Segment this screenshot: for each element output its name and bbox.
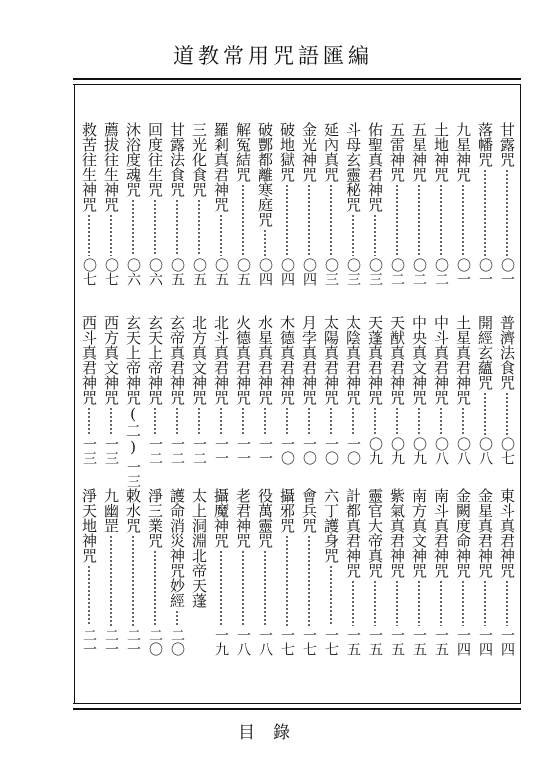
toc-entry-page: 一八 xyxy=(235,628,251,656)
dot-leader xyxy=(462,184,464,256)
dot-leader xyxy=(374,214,376,256)
toc-entry-page: 一〇 xyxy=(301,437,317,465)
toc-entry-title: 太陰真君神咒 xyxy=(344,315,362,405)
toc-entry-page: 〇五 xyxy=(235,258,251,286)
toc-entry[interactable] xyxy=(498,315,516,465)
dot-leader xyxy=(132,199,134,256)
toc-entry-page: 一五 xyxy=(411,628,427,656)
top-border-thin xyxy=(73,84,521,85)
toc-entry[interactable] xyxy=(278,488,296,656)
toc-entry[interactable] xyxy=(212,315,230,465)
toc-entry-page: 二〇 xyxy=(169,628,185,656)
toc-entry-page: 一五 xyxy=(389,628,405,656)
toc-entry-page: 一三 xyxy=(103,437,119,465)
dot-leader xyxy=(286,535,288,626)
toc-entry[interactable] xyxy=(410,315,428,465)
toc-entry[interactable] xyxy=(190,122,208,286)
dot-leader xyxy=(506,392,508,435)
toc-entry[interactable] xyxy=(80,122,98,286)
toc-entry[interactable] xyxy=(410,488,428,656)
toc-entry-page: 〇三 xyxy=(345,258,361,286)
toc-entry-title: 玄帝真君神咒 xyxy=(168,315,186,405)
dot-leader xyxy=(88,565,90,626)
toc-entry-page: 二一 xyxy=(81,628,97,656)
toc-entry-title: 金闕度命神咒 xyxy=(454,488,472,578)
toc-entry-title: 西方真文神咒 xyxy=(102,315,120,405)
toc-entry[interactable] xyxy=(322,315,340,465)
toc-entry-title: 九星神咒 xyxy=(454,122,472,182)
dot-leader xyxy=(242,184,244,256)
right-border xyxy=(520,84,521,704)
toc-entry-title: 薦拔往生神咒 xyxy=(102,122,120,212)
toc-entry-page: 〇五 xyxy=(191,258,207,286)
toc-entry[interactable] xyxy=(322,488,340,656)
toc-entry-title: 甘露咒 xyxy=(498,122,516,167)
dot-leader xyxy=(110,214,112,256)
toc-entry-title: 會兵咒 xyxy=(300,488,318,533)
toc-entry-title: 役萬靈咒 xyxy=(256,488,274,548)
top-border-thick xyxy=(73,78,521,80)
dot-leader xyxy=(286,184,288,256)
toc-entry-page: 一一 xyxy=(257,437,273,465)
toc-entry[interactable] xyxy=(234,315,252,465)
toc-entry[interactable] xyxy=(168,488,186,656)
toc-entry-title: 玄天上帝神咒(二) xyxy=(124,315,142,456)
dot-leader xyxy=(440,580,442,626)
toc-entry-page: 一八 xyxy=(257,628,273,656)
toc-entry[interactable] xyxy=(168,315,186,465)
dot-leader xyxy=(220,407,222,435)
dot-leader xyxy=(286,407,288,435)
dot-leader xyxy=(154,199,156,256)
toc-entry-title: 五星神咒 xyxy=(410,122,428,182)
toc-entry-page: 一四 xyxy=(455,628,471,656)
dot-leader xyxy=(220,550,222,626)
dot-leader xyxy=(308,535,310,626)
toc-entry-title: 普濟法食咒 xyxy=(498,315,516,390)
toc-entry[interactable] xyxy=(366,488,384,656)
toc-entry[interactable] xyxy=(454,488,472,656)
toc-entry-title: 靈官大帝真咒 xyxy=(366,488,384,578)
toc-band-1 xyxy=(80,122,516,286)
toc-entry[interactable] xyxy=(102,315,120,465)
toc-entry-page: 一〇 xyxy=(323,437,339,465)
toc-entry-page: 〇九 xyxy=(411,437,427,465)
toc-entry-title: 太陽真君神咒 xyxy=(322,315,340,405)
toc-entry-title: 攝邪咒 xyxy=(278,488,296,533)
toc-entry-page: 〇七 xyxy=(81,258,97,286)
toc-entry-title: 回度往生咒 xyxy=(146,122,164,197)
toc-entry-page: 〇八 xyxy=(455,437,471,465)
toc-entry[interactable] xyxy=(432,315,450,465)
dot-leader xyxy=(462,580,464,626)
toc-entry-page: 一七 xyxy=(301,628,317,656)
toc-entry-page: 一一 xyxy=(235,437,251,465)
dot-leader xyxy=(374,580,376,626)
toc-entry-title: 天蓬真君神咒 xyxy=(366,315,384,405)
toc-entry-title: 金星真君神咒 xyxy=(476,488,494,578)
toc-entry-page: 一五 xyxy=(433,628,449,656)
toc-entry[interactable] xyxy=(124,488,142,656)
toc-entry[interactable] xyxy=(476,122,494,286)
toc-entry[interactable] xyxy=(212,488,230,656)
toc-entry[interactable] xyxy=(124,315,142,488)
toc-entry-page: 二一 xyxy=(125,628,141,656)
toc-entry-title: 土地神咒 xyxy=(432,122,450,182)
toc-entry-page: 〇二 xyxy=(433,258,449,286)
dot-leader xyxy=(484,169,486,256)
dot-leader xyxy=(506,580,508,626)
toc-entry[interactable] xyxy=(102,122,120,286)
toc-entry[interactable] xyxy=(278,122,296,286)
dot-leader xyxy=(308,407,310,435)
dot-leader xyxy=(176,610,178,626)
toc-entry-title: 北斗真君神咒 xyxy=(212,315,230,405)
dot-leader xyxy=(176,199,178,256)
toc-entry-page: 一〇 xyxy=(279,437,295,465)
toc-entry-title: 老君神咒 xyxy=(234,488,252,548)
toc-entry-title: 土星真君神咒 xyxy=(454,315,472,405)
dot-leader xyxy=(374,407,376,435)
left-border xyxy=(74,84,75,704)
toc-entry[interactable] xyxy=(366,122,384,286)
toc-entry[interactable] xyxy=(234,488,252,656)
toc-entry-title: 九幽罡 xyxy=(102,488,120,533)
dot-leader xyxy=(330,407,332,435)
toc-entry-page: 〇八 xyxy=(477,437,493,465)
toc-band-3 xyxy=(80,488,516,656)
toc-entry-title: 佑聖真君神咒 xyxy=(366,122,384,212)
toc-entry-page: 一二 xyxy=(169,437,185,465)
dot-leader xyxy=(308,184,310,256)
toc-entry-page: 二一 xyxy=(103,628,119,656)
dot-leader xyxy=(506,169,508,256)
toc-entry-page: 〇二 xyxy=(411,258,427,286)
toc-entry[interactable] xyxy=(80,315,98,465)
toc-entry-title: 救苦往生神咒 xyxy=(80,122,98,212)
toc-entry-title: 東斗真君神咒 xyxy=(498,488,516,578)
toc-entry-page: 一二 xyxy=(147,437,163,465)
toc-entry[interactable] xyxy=(300,488,318,656)
toc-band-2 xyxy=(80,315,516,488)
toc-entry[interactable] xyxy=(344,315,362,465)
dot-leader xyxy=(352,580,354,626)
toc-entry-title: 金光神咒 xyxy=(300,122,318,182)
toc-entry-title: 敕水咒 xyxy=(124,488,142,533)
toc-entry-title: 水星真君神咒 xyxy=(256,315,274,405)
dot-leader xyxy=(242,550,244,626)
toc-entry-page: 〇六 xyxy=(147,258,163,286)
dot-leader xyxy=(396,184,398,256)
toc-entry[interactable] xyxy=(102,488,120,656)
toc-entry[interactable] xyxy=(432,122,450,286)
toc-entry[interactable] xyxy=(146,122,164,286)
toc-entry-page: 〇四 xyxy=(257,258,273,286)
toc-entry-page: 一五 xyxy=(345,628,361,656)
toc-entry-page: 〇三 xyxy=(323,258,339,286)
dot-leader xyxy=(440,407,442,435)
dot-leader xyxy=(330,184,332,256)
toc-entry-title: 北方真文神咒 xyxy=(190,315,208,405)
dot-leader xyxy=(88,214,90,256)
toc-entry[interactable] xyxy=(322,122,340,286)
toc-entry-title: 落幡咒 xyxy=(476,122,494,167)
toc-entry-page: 一〇 xyxy=(345,437,361,465)
dot-leader xyxy=(264,407,266,435)
toc-entry-page: 〇五 xyxy=(213,258,229,286)
bottom-border-thin xyxy=(73,703,521,704)
toc-entry-title: 五雷神咒 xyxy=(388,122,406,182)
dot-leader xyxy=(198,199,200,256)
page-title: 道教常用咒語匯編 xyxy=(173,44,373,68)
dot-leader xyxy=(132,535,134,626)
toc-entry[interactable] xyxy=(388,315,406,465)
toc-entry-page: 一四 xyxy=(477,628,493,656)
dot-leader xyxy=(352,214,354,256)
toc-entry-title: 甘露法食咒 xyxy=(168,122,186,197)
toc-entry[interactable] xyxy=(344,122,362,286)
toc-entry-title: 中央真文神咒 xyxy=(410,315,428,405)
toc-entry-page: 〇一 xyxy=(499,258,515,286)
toc-entry-page: 一一 xyxy=(213,437,229,465)
bottom-border-thick xyxy=(73,708,521,710)
toc-entry-title: 解冤結咒 xyxy=(234,122,252,182)
toc-entry-title: 太上洞淵北帝天蓬 xyxy=(190,488,208,608)
toc-entry-title: 破地獄咒 xyxy=(278,122,296,182)
toc-entry-title: 護命消災神咒妙經 xyxy=(168,488,186,608)
toc-entry-page: 〇六 xyxy=(125,258,141,286)
toc-entry[interactable] xyxy=(80,488,98,656)
footer-title: 目錄 xyxy=(238,723,308,743)
toc-entry[interactable] xyxy=(256,122,274,286)
toc-entry[interactable] xyxy=(124,122,142,286)
toc-entry[interactable] xyxy=(256,488,274,656)
toc-entry-page: 一三 xyxy=(81,437,97,465)
dot-leader xyxy=(154,407,156,435)
toc-entry-title: 中斗真君神咒 xyxy=(432,315,450,405)
toc-entry[interactable] xyxy=(300,315,318,465)
dot-leader xyxy=(396,580,398,626)
toc-entry-title: 沐浴度魂咒 xyxy=(124,122,142,197)
toc-entry-page: 一四 xyxy=(499,628,515,656)
toc-entry[interactable] xyxy=(146,315,164,465)
toc-entry-title: 破酆都離寒庭咒 xyxy=(256,122,274,227)
dot-leader xyxy=(484,580,486,626)
toc-entry[interactable] xyxy=(344,488,362,656)
toc-entry-page: 〇四 xyxy=(279,258,295,286)
toc-entry[interactable] xyxy=(454,315,472,465)
toc-entry-page: 〇九 xyxy=(389,437,405,465)
toc-entry-page: 〇五 xyxy=(169,258,185,286)
toc-entry[interactable] xyxy=(212,122,230,286)
toc-entry-title: 開經玄蘊咒 xyxy=(476,315,494,390)
toc-entry-page: 〇二 xyxy=(389,258,405,286)
dot-leader xyxy=(264,550,266,626)
toc-entry[interactable] xyxy=(168,122,186,286)
dot-leader xyxy=(198,407,200,435)
dot-leader xyxy=(462,407,464,435)
dot-leader xyxy=(418,407,420,435)
dot-leader xyxy=(110,535,112,626)
dot-leader xyxy=(484,392,486,435)
toc-entry-title: 羅剎真君神咒 xyxy=(212,122,230,212)
toc-entry-page: 〇七 xyxy=(499,437,515,465)
dot-leader xyxy=(242,407,244,435)
dot-leader xyxy=(396,407,398,435)
toc-entry-title: 木德真君神咒 xyxy=(278,315,296,405)
toc-entry-page: 〇八 xyxy=(433,437,449,465)
toc-entry[interactable] xyxy=(476,315,494,465)
toc-entry-title: 月孛真君神咒 xyxy=(300,315,318,405)
dot-leader xyxy=(264,229,266,256)
toc-entry-page: 〇九 xyxy=(367,437,383,465)
toc-entry[interactable] xyxy=(146,488,164,656)
toc-entry-page: 〇三 xyxy=(367,258,383,286)
dot-leader xyxy=(220,214,222,256)
dot-leader xyxy=(176,407,178,435)
toc-entry-page: 二〇 xyxy=(147,628,163,656)
toc-entry[interactable] xyxy=(476,488,494,656)
toc-entry[interactable] xyxy=(498,122,516,286)
dot-leader xyxy=(418,184,420,256)
dot-leader xyxy=(88,407,90,435)
toc-entry-page: 一五 xyxy=(367,628,383,656)
toc-entry-title: 淨三業咒 xyxy=(146,488,164,548)
toc-entry[interactable] xyxy=(454,122,472,286)
toc-entry-page: 〇一 xyxy=(455,258,471,286)
toc-entry-title: 南斗真君神咒 xyxy=(432,488,450,578)
toc-entry[interactable] xyxy=(410,122,428,286)
toc-entry-title: 斗母玄靈秘咒 xyxy=(344,122,362,212)
toc-entry-title: 六丁護身咒 xyxy=(322,488,340,563)
toc-entry-page: 〇四 xyxy=(301,258,317,286)
dot-leader xyxy=(352,407,354,435)
toc-entry-title: 紫氣真君神咒 xyxy=(388,488,406,578)
toc-entry-title: 延內真咒 xyxy=(322,122,340,182)
toc-entry[interactable] xyxy=(388,488,406,656)
toc-entry[interactable] xyxy=(234,122,252,286)
toc-entry-title: 淨天地神咒 xyxy=(80,488,98,563)
toc-entry-page: 一二 xyxy=(191,437,207,465)
toc-entry[interactable] xyxy=(432,488,450,656)
toc-entry-title: 南方真文神咒 xyxy=(410,488,428,578)
toc-entry[interactable] xyxy=(190,488,208,656)
toc-entry-page: 一三 xyxy=(125,460,141,488)
toc-entry[interactable] xyxy=(366,315,384,465)
toc-entry[interactable] xyxy=(498,488,516,656)
toc-entry[interactable] xyxy=(278,315,296,465)
toc-entry-page: 一七 xyxy=(279,628,295,656)
toc-entry[interactable] xyxy=(256,315,274,465)
toc-entry-title: 西斗真君神咒 xyxy=(80,315,98,405)
toc-entry[interactable] xyxy=(300,122,318,286)
toc-entry-page: 一九 xyxy=(213,628,229,656)
toc-entry-page: 〇七 xyxy=(103,258,119,286)
dot-leader xyxy=(440,184,442,256)
toc-entry-title: 攝魔神咒 xyxy=(212,488,230,548)
dot-leader xyxy=(330,565,332,626)
toc-entry[interactable] xyxy=(190,315,208,465)
dot-leader xyxy=(110,407,112,435)
toc-entry-title: 計都真君神咒 xyxy=(344,488,362,578)
toc-entry-title: 火德真君神咒 xyxy=(234,315,252,405)
dot-leader xyxy=(154,550,156,626)
toc-entry[interactable] xyxy=(388,122,406,286)
toc-entry-title: 三光化食咒 xyxy=(190,122,208,197)
toc-entry-page: 〇一 xyxy=(477,258,493,286)
toc-entry-title: 天猷真君神咒 xyxy=(388,315,406,405)
toc-entry-page: 一七 xyxy=(323,628,339,656)
toc-entry-title: 玄天上帝神咒 xyxy=(146,315,164,405)
dot-leader xyxy=(418,580,420,626)
